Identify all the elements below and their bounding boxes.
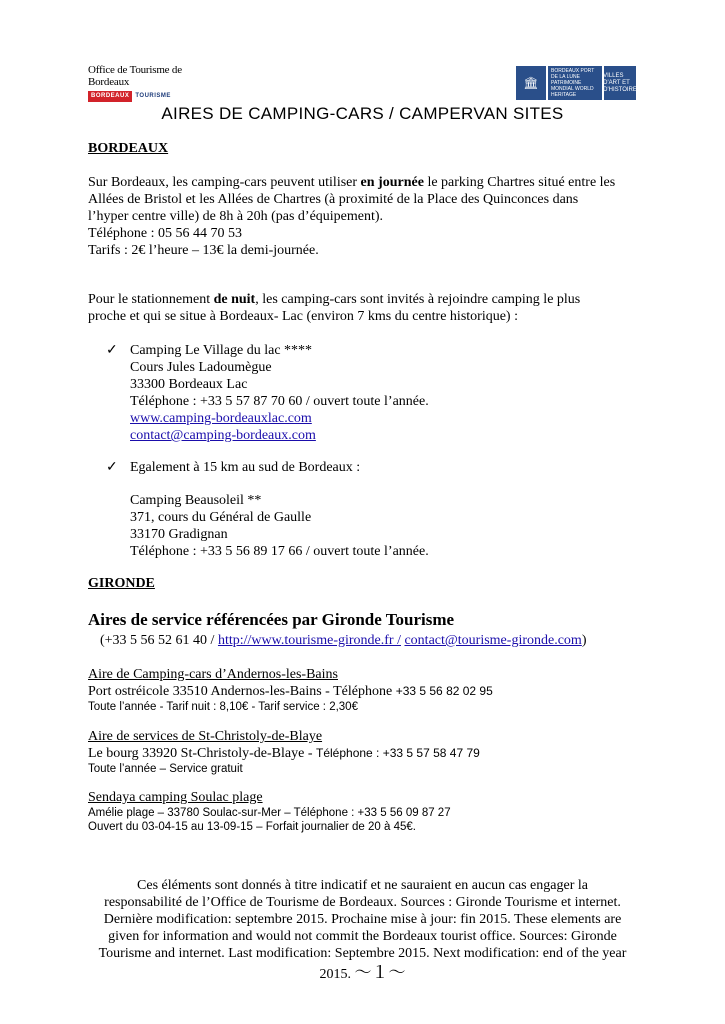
check-also-line: Egalement à 15 km au sud de Bordeaux : (130, 460, 361, 475)
bordeaux-heritage-logo: BORDEAUX PORT DE LA LUNE PATRIMOINE MONDIAL WORLD HERITAGE (548, 66, 602, 100)
logo-bar (88, 91, 192, 102)
villes-art-logo: VILLES D'ART ET D'HISTOIRE (604, 66, 636, 100)
text-run: Pour le stationnement (88, 292, 214, 307)
text-line: Allées de Bristol et les Allées de Chartres (à proximité de la Place des Quinconces dans (88, 192, 579, 207)
aire-andernos-title: Aire de Camping-cars d’Andernos-les-Bains (88, 667, 338, 682)
page-title: AIRES DE CAMPING-CARS / CAMPERVAN SITES (161, 104, 564, 123)
office-tourisme-logo (88, 64, 196, 98)
camp-line: Camping Beausoleil ** (130, 493, 262, 508)
text-run: Port ostréicole 33510 Andernos-les-Bains - Téléphone (88, 684, 396, 699)
bordeaux-day-paragraph (88, 174, 648, 259)
gironde-email-link[interactable]: contact@tourisme-gironde.com (404, 633, 582, 648)
logo-bar-tourisme: TOURISME (135, 93, 171, 99)
bordeaux-night-paragraph (88, 291, 648, 325)
camp-line: 33170 Gradignan (130, 527, 228, 542)
camping-beausoleil (130, 492, 630, 560)
gironde-subheading: Aires de service référencées par Gironde Tourisme (88, 610, 455, 629)
camping-village-du-lac (130, 342, 630, 444)
camp-line: Camping Le Village du lac **** (130, 343, 313, 358)
disclaimer-line: given for information and would not commit the Bordeaux tourist office. Sources: Gironde (108, 929, 617, 944)
checkmark-icon: ✓ (106, 343, 118, 358)
aire-st-christoly-info: Toute l’année – Service gratuit (88, 763, 243, 775)
disclaimer-line: Ces éléments sont donnés à titre indicatif et ne sauraient en aucun cas engager la (137, 878, 588, 893)
aire-st-christoly-address (88, 745, 480, 762)
text-run: ) (581, 633, 587, 648)
section-heading-bordeaux: BORDEAUX (88, 141, 169, 156)
prices-line: Tarifs : 2€ l’heure – 13€ la demi-journée. (88, 243, 319, 258)
checkmark-icon: ✓ (106, 460, 118, 475)
text-run: le parking Chartres situé entre les (423, 175, 616, 190)
disclaimer-last-line (60, 964, 665, 983)
aire-andernos-info: Toute l’année - Tarif nuit : 8,10€ - Tarif service : 2,30€ (88, 701, 358, 713)
text-line (88, 291, 648, 308)
page-number: ～１～ (354, 963, 406, 982)
text-run: , les camping-cars sont invités à rejoindre camping le plus (255, 292, 581, 307)
sendaya-address: Amélie plage – 33780 Soulac-sur-Mer – Téléphone : +33 5 56 09 87 27 (88, 807, 451, 819)
text-run-bold: en journée (360, 175, 424, 190)
text-run-bold: de nuit (213, 292, 256, 307)
camp-line: Cours Jules Ladoumègue (130, 360, 272, 375)
phone-number: Téléphone : +33 5 57 58 47 79 (316, 746, 480, 760)
camp-line: 33300 Bordeaux Lac (130, 377, 248, 392)
logo-text: Office de Tourisme de Bordeaux (88, 64, 182, 88)
disclaimer (60, 877, 665, 983)
camp-line: 371, cours du Général de Gaulle (130, 510, 312, 525)
phone-line: Téléphone : 05 56 44 70 53 (88, 226, 242, 241)
camp-line: Téléphone : +33 5 56 89 17 66 / ouvert toute l’année. (130, 544, 429, 559)
gironde-contact-line (100, 632, 586, 649)
text-line: l’hyper centre ville) de 8h à 20h (pas d’équipement). (88, 209, 384, 224)
text-line: proche et qui se situe à Bordeaux- Lac (environ 7 kms du centre historique) : (88, 309, 518, 324)
text-run: Le bourg 33920 St-Christoly-de-Blaye - (88, 746, 316, 761)
camping-email-link[interactable]: contact@camping-bordeaux.com (130, 428, 316, 443)
disclaimer-line: Dernière modification: septembre 2015. Prochaine mise à jour: fin 2015. These elements are (103, 912, 622, 927)
disclaimer-line: responsabilité de l’Office de Tourisme de Bordeaux. Sources : Gironde Tourisme et internet. (104, 895, 621, 910)
phone-number: +33 5 56 82 02 95 (395, 684, 493, 698)
gironde-website-link[interactable]: http://www.tourisme-gironde.fr / (217, 633, 401, 648)
aire-andernos-address (88, 683, 493, 700)
heritage-logos (516, 66, 638, 100)
sendaya-camping-title: Sendaya camping Soulac plage (88, 790, 263, 805)
text-line (88, 174, 648, 191)
section-heading-gironde: GIRONDE (88, 576, 155, 591)
text-run: (+33 5 56 52 61 40 / (100, 633, 218, 648)
logo-bar-bordeaux: BORDEAUX (88, 91, 132, 102)
sendaya-info: Ouvert du 03-04-15 au 13-09-15 – Forfait journalier de 20 à 45€. (88, 821, 416, 833)
camping-website-link[interactable]: www.camping-bordeauxlac.com (130, 411, 312, 426)
camp-line: Téléphone : +33 5 57 87 70 60 / ouvert toute l’année. (130, 394, 429, 409)
text-run: 2015. (319, 967, 351, 982)
unesco-icon: 🏛 (516, 66, 546, 100)
text-run: Sur Bordeaux, les camping-cars peuvent utiliser (88, 175, 361, 190)
aire-st-christoly-title: Aire de services de St-Christoly-de-Blaye (88, 729, 323, 744)
disclaimer-line: Tourisme and internet. Last modification: Septembre 2015. Next modification: end of the year (98, 946, 627, 961)
